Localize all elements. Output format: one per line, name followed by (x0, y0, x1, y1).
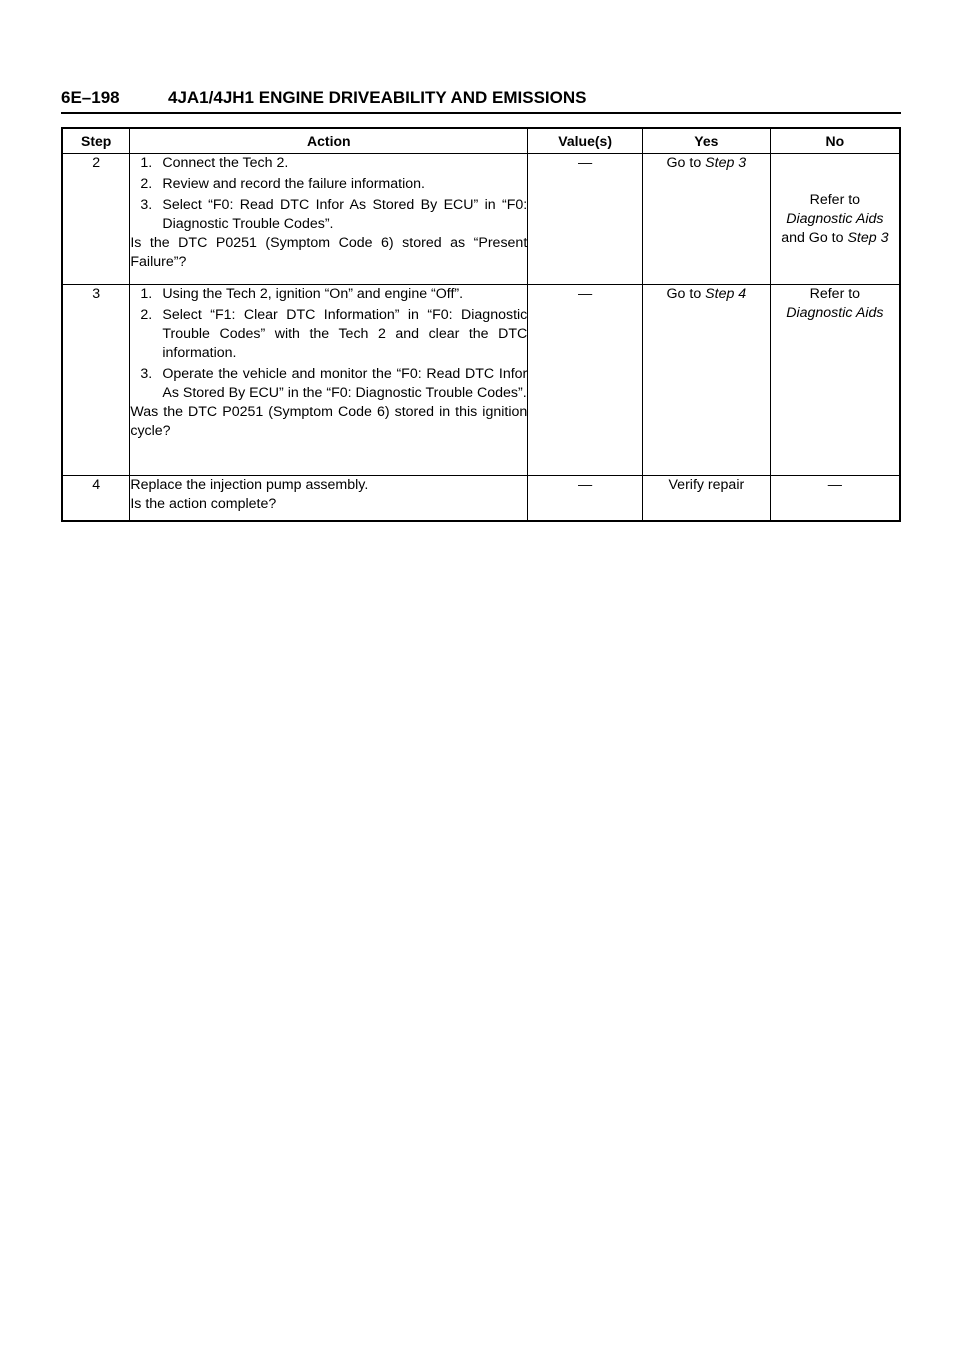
page-number: 6E–198 (61, 88, 120, 107)
no-cell: Refer to Diagnostic Aids and Go to Step 3 (770, 154, 900, 285)
question-text: Is the action complete? (130, 496, 277, 512)
yes-cell: Go to Step 4 (643, 285, 771, 476)
table-row-step-4 (62, 476, 900, 521)
value-cell: — (528, 154, 643, 285)
yes-cell: Verify repair (643, 476, 771, 521)
table-header-row (62, 128, 900, 154)
no-cell: Refer to Diagnostic Aids (770, 285, 900, 476)
action-text: Replace the injection pump assembly. (130, 477, 369, 493)
action-cell (130, 285, 528, 476)
value-cell: — (528, 476, 643, 521)
col-header-action: Action (130, 128, 528, 154)
list-item: 1. Connect the Tech 2. (140, 155, 289, 171)
list-item: 3. Select “F0: Read DTC Infor As Stored By ECU” in “F0: Diagnostic Trouble Codes”. (140, 197, 528, 232)
table-row-step-2 (62, 154, 900, 285)
diagnostic-aids-reference: Diagnostic Aids (786, 210, 884, 227)
list-item: 1. Using the Tech 2, ignition “On” and engine “Off”. (140, 286, 464, 302)
step-reference: Step 3 (847, 229, 889, 246)
action-cell (130, 154, 528, 285)
list-item: 3. Operate the vehicle and monitor the “F0: Read DTC Infor As Stored By ECU” in the “F0: Diagnostic Trouble Codes”. (140, 366, 528, 401)
action-cell (130, 476, 528, 521)
list-item: 2. Review and record the failure information. (140, 176, 425, 192)
col-header-step: Step (62, 128, 130, 154)
yes-cell: Go to Step 3 (643, 154, 771, 285)
step-reference: Step 3 (705, 155, 747, 171)
question-text: Was the DTC P0251 (Symptom Code 6) stored in this ignition cycle? (130, 404, 528, 439)
col-header-values: Value(s) (528, 128, 643, 154)
step-number: 3 (62, 285, 130, 476)
table-row-step-3 (62, 285, 900, 476)
diagnostic-table (61, 127, 901, 522)
page-header (61, 88, 901, 114)
col-header-yes: Yes (643, 128, 771, 154)
no-cell: — (770, 476, 900, 521)
step-number: 2 (62, 154, 130, 285)
step-reference: Step 4 (705, 286, 747, 302)
list-item: 2. Select “F1: Clear DTC Information” in “F0: Diagnostic Trouble Codes” with the Tech 2 and clear the DTC information. (140, 307, 528, 361)
value-cell: — (528, 285, 643, 476)
diagnostic-aids-reference: Diagnostic Aids (786, 305, 884, 321)
col-header-no: No (770, 128, 900, 154)
step-number: 4 (62, 476, 130, 521)
page-title: 4JA1/4JH1 ENGINE DRIVEABILITY AND EMISSIONS (168, 88, 587, 107)
question-text: Is the DTC P0251 (Symptom Code 6) stored as “Present Failure”? (130, 235, 528, 270)
